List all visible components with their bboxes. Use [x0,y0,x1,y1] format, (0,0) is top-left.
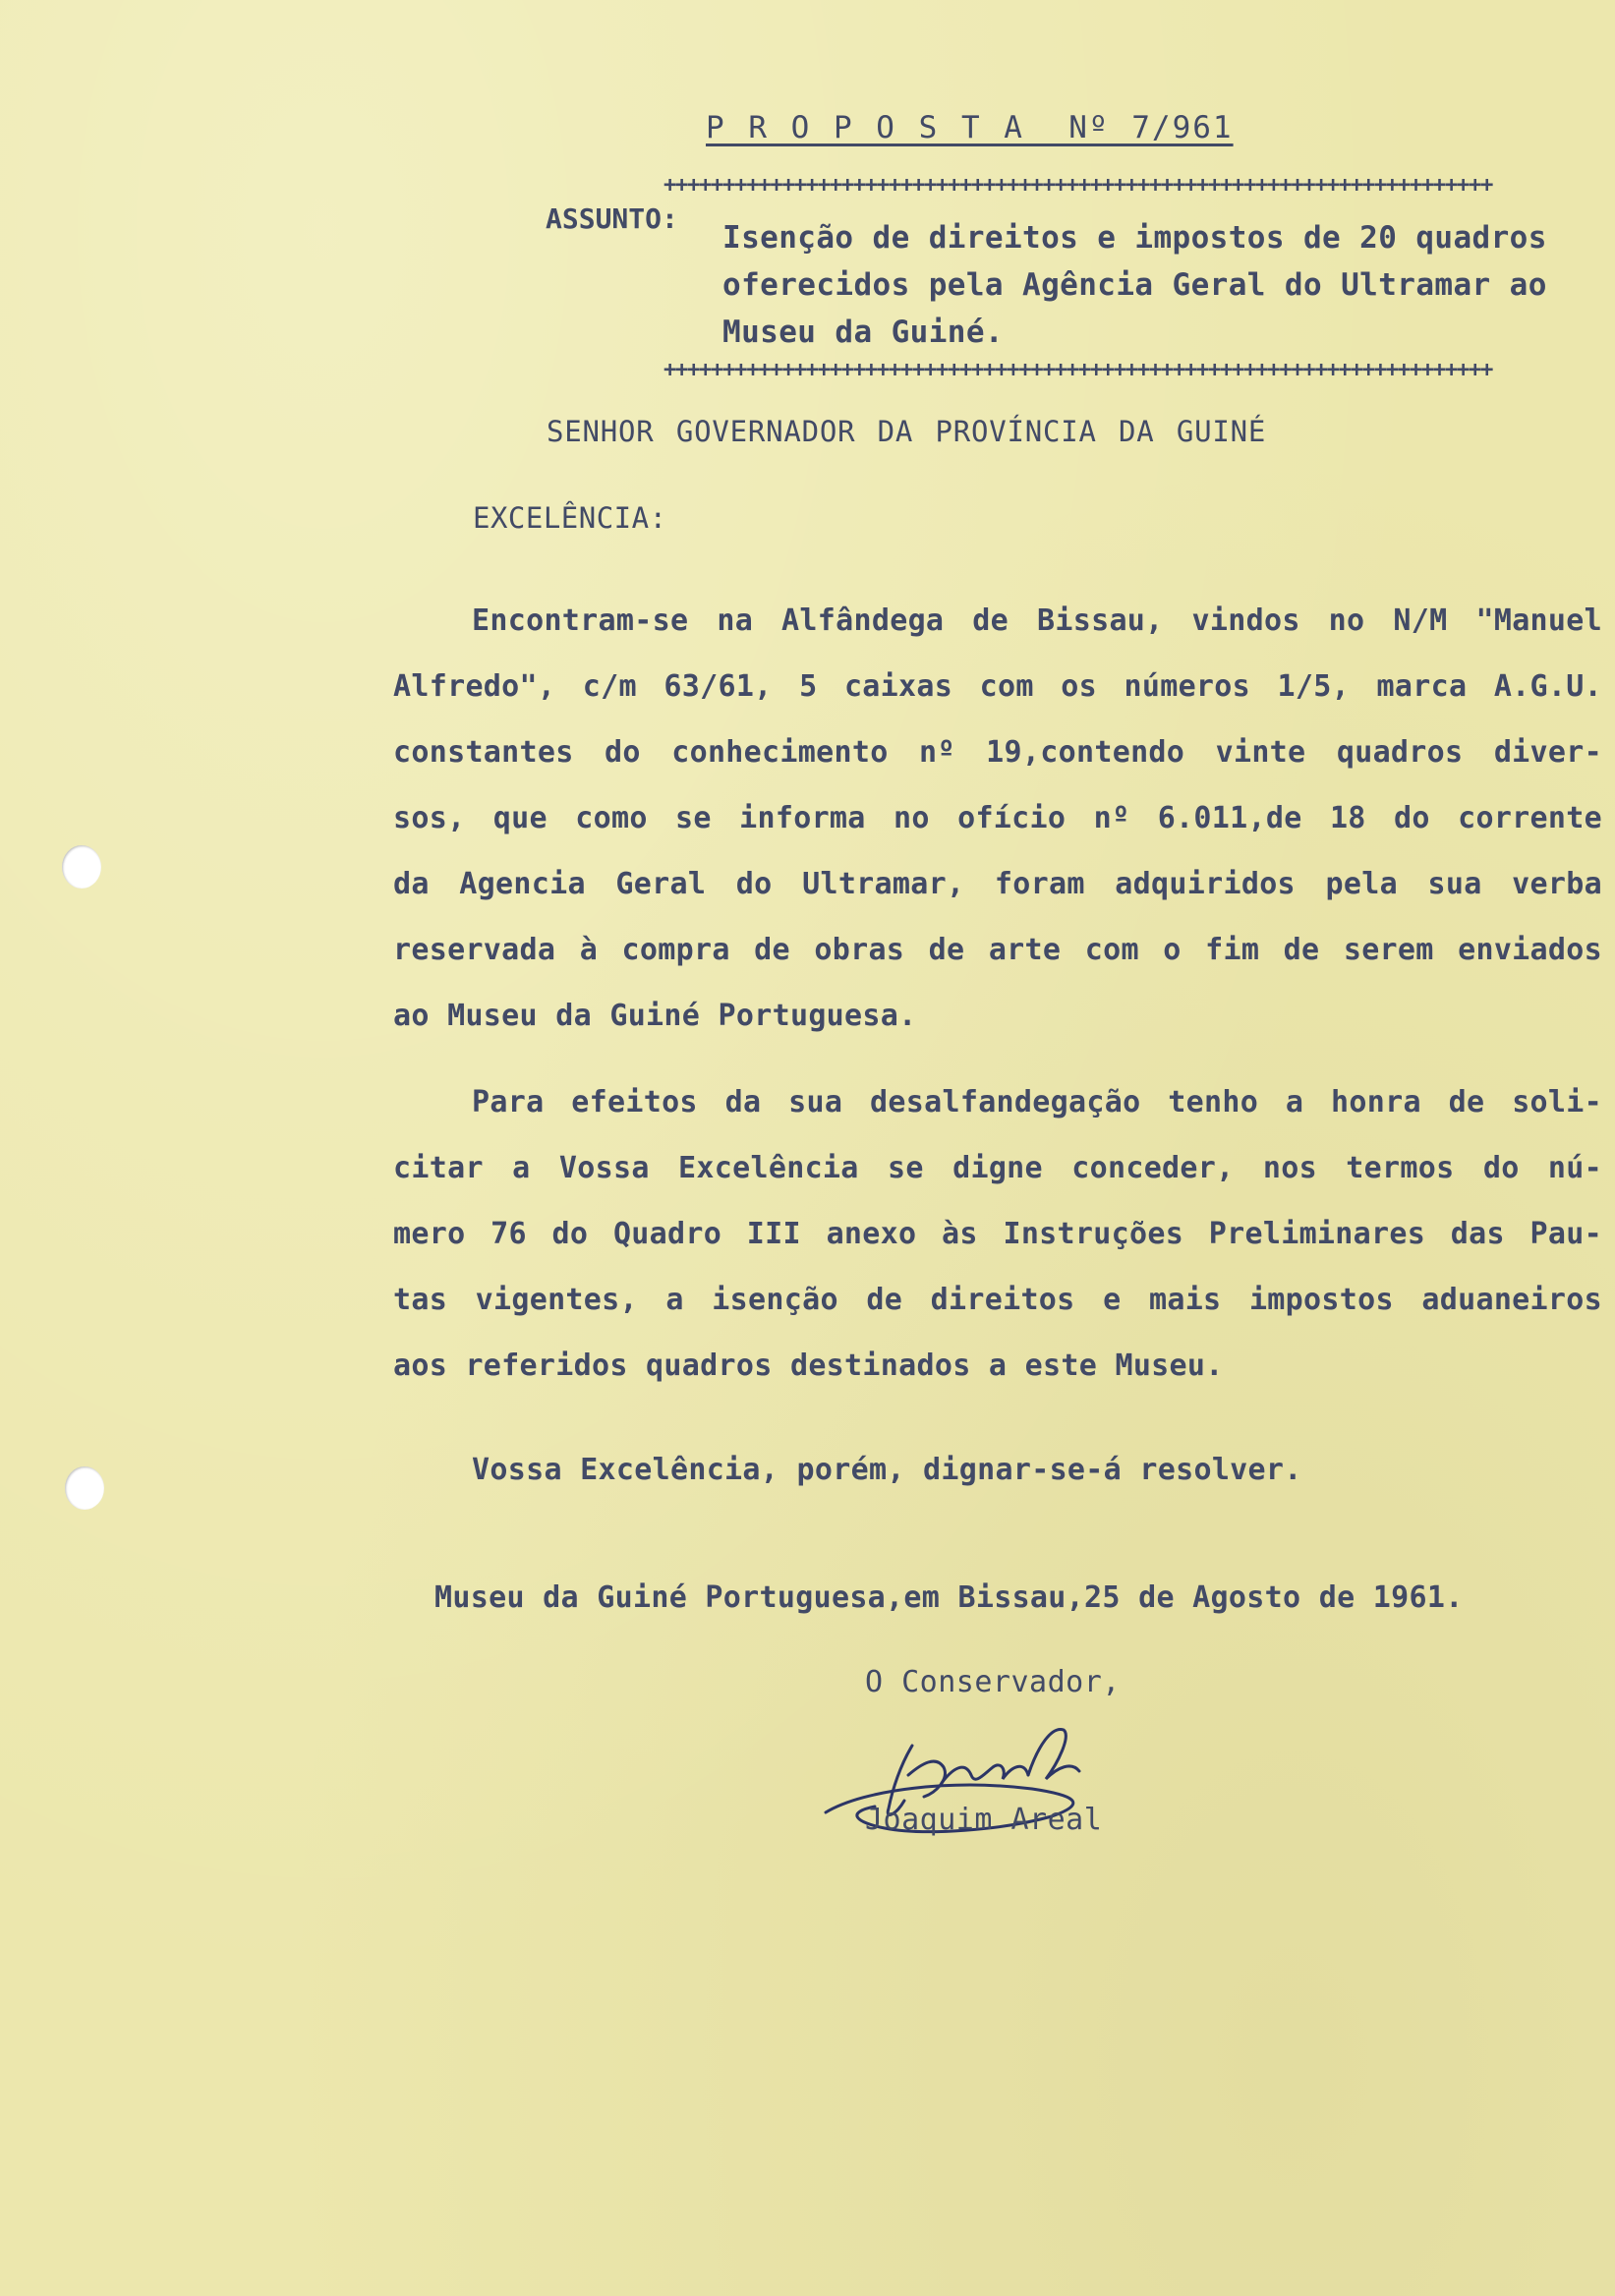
paragraph-1-line: Alfredo", c/m 63/61, 5 caixas com os números 1/5, marca A.G.U. [393,669,1602,704]
punch-hole-top [62,845,101,889]
paragraph-2-line: tas vigentes, a isenção de direitos e mais impostos aduaneiros [393,1283,1602,1317]
paragraph-1-line: reservada à compra de obras de arte com o fim de serem enviados [393,933,1602,967]
separator-bottom: ++++++++++++++++++++++++++++++++++++++++++++++++++++++++++++++++++++++ [663,358,1493,379]
paragraph-1-line: constantes do conhecimento nº 19,contendo vinte quadros diver- [393,735,1602,770]
paragraph-2-line: aos referidos quadros destinados a este Museu. [393,1349,1224,1383]
separator-top: ++++++++++++++++++++++++++++++++++++++++++++++++++++++++++++++++++++++ [663,173,1493,195]
paragraph-2-line: citar a Vossa Excelência se digne conceder, nos termos do nú- [393,1151,1602,1185]
salutation: EXCELÊNCIA: [473,501,667,535]
signer-title: O Conservador, [865,1665,1121,1699]
subject-text: Isenção de direitos e impostos de 20 quadros oferecidos pela Agência Geral do Ultramar ao Museu da Guiné. [722,220,1547,350]
paragraph-2-line: Para efeitos da sua desalfandegação tenho a honra de soli- [472,1085,1602,1119]
paragraph-2 [393,1069,1602,1399]
paragraph-3: Vossa Excelência, porém, dignar-se-á resolver. [472,1453,1302,1487]
addressee: SENHOR GOVERNADOR DA PROVÍNCIA DA GUINÉ [547,415,1267,448]
paragraph-1-line: Encontram-se na Alfândega de Bissau, vindos no N/M "Manuel [472,603,1602,638]
place-date: Museu da Guiné Portuguesa,em Bissau,25 de Agosto de 1961. [434,1580,1464,1615]
signer-name: Joaquim Areal [865,1803,1103,1837]
paragraph-1-line: ao Museu da Guiné Portuguesa. [393,999,917,1033]
paragraph-2-line: mero 76 do Quadro III anexo às Instruções Preliminares das Pau- [393,1217,1602,1251]
punch-hole-bottom [65,1466,104,1510]
subject-label: ASSUNTO: [546,202,678,235]
paragraph-1 [393,588,1602,1049]
paragraph-1-line: da Agencia Geral do Ultramar, foram adquiridos pela sua verba [393,867,1602,901]
document-title: P R O P O S T A Nº 7/961 [706,110,1234,145]
paragraph-1-line: sos, que como se informa no ofício nº 6.011,de 18 do corrente [393,801,1602,835]
